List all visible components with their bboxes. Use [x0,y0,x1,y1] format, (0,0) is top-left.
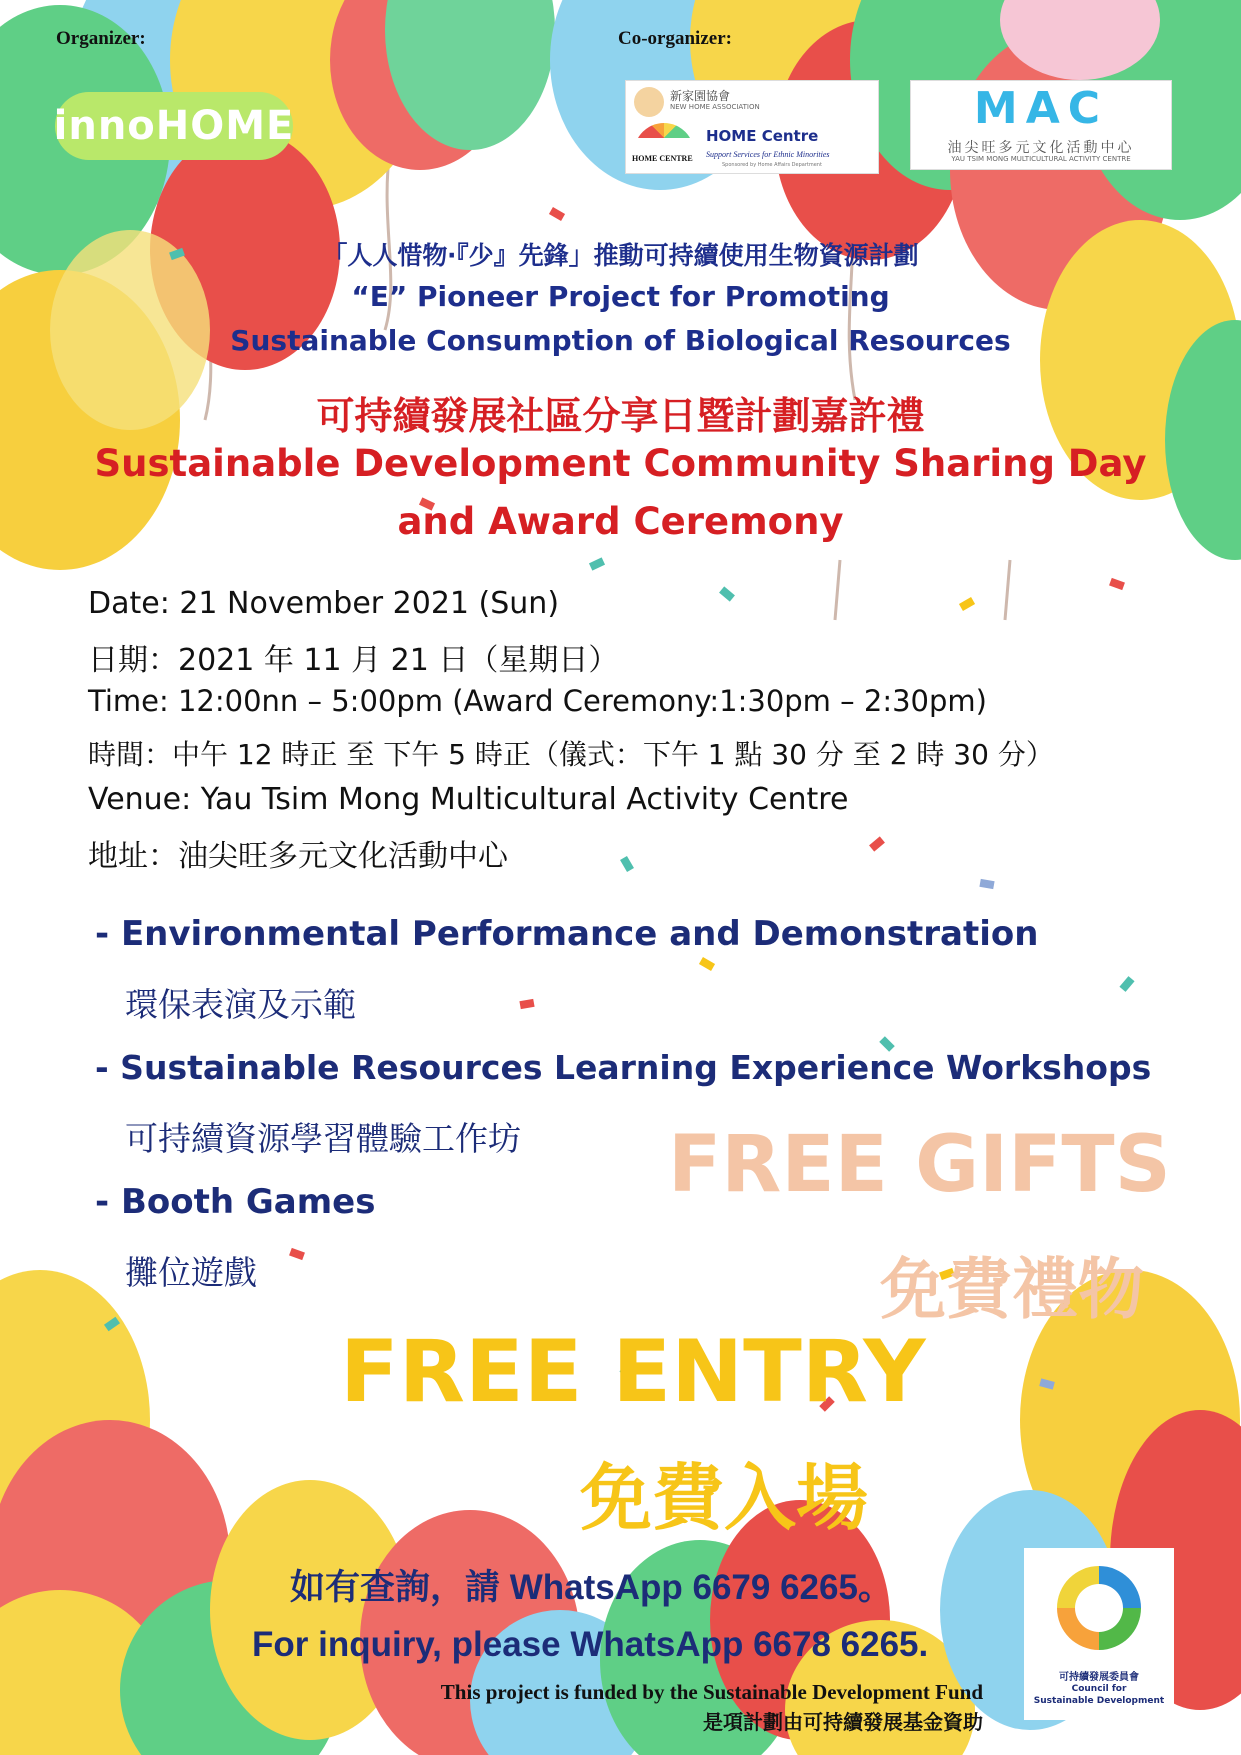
nha-emblem-icon [634,87,664,117]
home-centre-small-label: HOME CENTRE [632,154,693,163]
home-centre-sponsor: Sponsored by Home Affairs Department [722,162,822,168]
activity-en: - Environmental Performance and Demonstration [95,914,1039,954]
project-title-en-2: Sustainable Consumption of Biological Resources [230,324,1011,357]
recycle-circle-icon [1049,1558,1149,1658]
venue-zh: 地址：油尖旺多元文化活動中心 [88,839,508,874]
free-entry-zh: 免費入場 [580,1456,869,1540]
time-zh: 時間：中午 12 時正 至 下午 5 時正（儀式：下午 1 點 30 分 至 2 時 30 分） [88,738,1054,771]
home-centre-logo [625,80,879,174]
mac-name-zh: 油尖旺多元文化活動中心 [947,140,1135,156]
mac-logo-mark: MAC [973,83,1109,134]
free-entry-en: FREE ENTRY [340,1322,926,1422]
innohome-logo [55,92,293,160]
free-gifts-zh: 免費禮物 [880,1251,1144,1328]
activity-en: - Booth Games [95,1182,376,1222]
event-title-en-2: and Award Ceremony [397,500,844,543]
event-title-en-1: Sustainable Development Community Sharing Day [94,442,1147,485]
project-title-en-1: “E” Pioneer Project for Promoting [351,280,890,313]
csd-name-en-2: Sustainable Development [1033,1696,1165,1706]
csd-logo [1024,1548,1174,1720]
nha-name-en: NEW HOME ASSOCIATION [670,103,760,111]
activity-zh: 可持續資源學習體驗工作坊 [125,1119,521,1158]
organizer-label: Organizer: [56,28,146,49]
csd-name-en-1: Council for [1071,1684,1127,1694]
inquiry-en: For inquiry, please WhatsApp 6678 6265. [252,1625,929,1664]
time-en: Time: 12:00nn – 5:00pm (Award Ceremony:1:30pm – 2:30pm) [88,684,987,718]
free-gifts-en: FREE GIFTS [668,1120,1171,1210]
date-zh: 日期：2021 年 11 月 21 日（星期日） [88,643,619,678]
activity-en: - Sustainable Resources Learning Experience Workshops [95,1048,1152,1087]
project-title-zh: 「人人惜物‧『少』先鋒」推動可持續使用生物資源計劃 [322,241,919,270]
innohome-logo-text: innoHOME [53,103,295,149]
funding-zh: 是項計劃由可持續發展基金資助 [703,1710,983,1734]
activity-zh: 攤位遊戲 [125,1253,257,1292]
inquiry-zh: 如有查詢，請 WhatsApp 6679 6265。 [290,1568,893,1607]
mac-logo [910,80,1172,170]
csd-name-zh: 可持續發展委員會 [1059,1672,1139,1683]
event-title-zh: 可持續發展社區分享日暨計劃嘉許禮 [316,394,925,438]
coorganizer-label: Co-organizer: [618,28,732,49]
activity-zh: 環保表演及示範 [125,985,356,1024]
home-centre-name: HOME Centre [706,127,819,145]
mac-name-en: YAU TSIM MONG MULTICULTURAL ACTIVITY CENTRE [951,155,1131,163]
nha-name-zh: 新家園協會 [670,89,731,103]
funding-en: This project is funded by the Sustainable Development Fund [440,1680,983,1704]
date-en: Date: 21 November 2021 (Sun) [88,586,560,621]
rainbow-icon [634,123,694,153]
venue-en: Venue: Yau Tsim Mong Multicultural Activity Centre [88,782,849,817]
home-centre-subtitle: Support Services for Ethnic Minorities [706,150,830,159]
